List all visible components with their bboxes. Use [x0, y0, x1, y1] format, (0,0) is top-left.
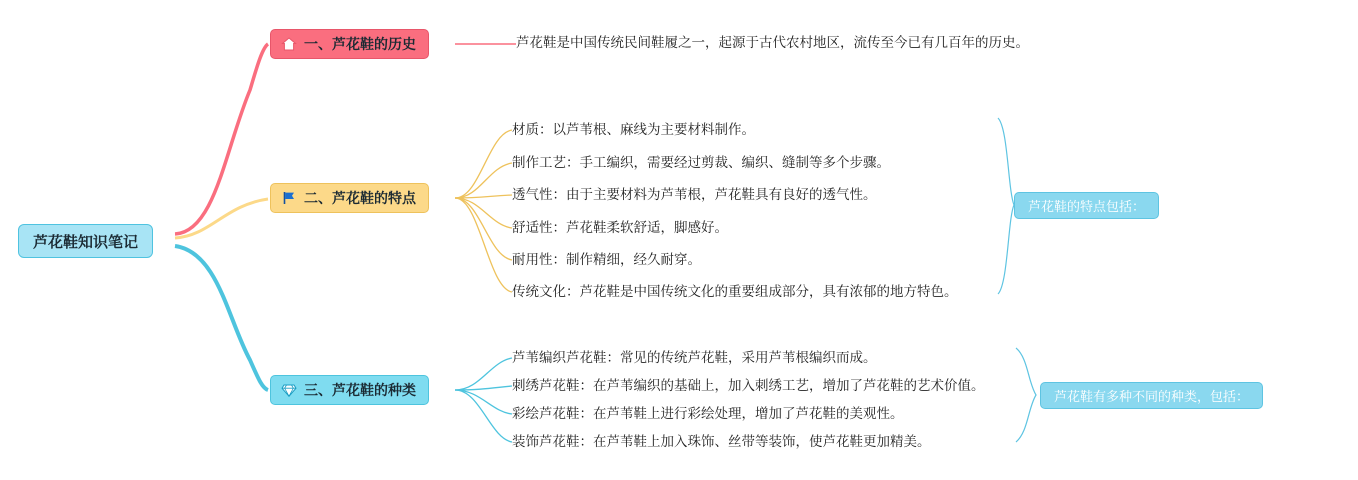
leaf-types-1-text: 芦苇编织芦花鞋：常见的传统芦花鞋，采用芦苇根编织而成。: [512, 350, 877, 365]
summary-features[interactable]: [1014, 192, 1159, 219]
leaf-features-5-text: 耐用性：制作精细，经久耐穿。: [512, 252, 701, 267]
connector-root-branch-1: [175, 44, 268, 234]
leaf-types-4-text: 装饰芦花鞋：在芦苇鞋上加入珠饰、丝带等装饰，使芦花鞋更加精美。: [512, 434, 931, 449]
leaf-types-3[interactable]: [512, 403, 904, 425]
leaf-history-1-text: 芦花鞋是中国传统民间鞋履之一，起源于古代农村地区，流传至今已有几百年的历史。: [516, 35, 1029, 50]
connector-branch-3-leaf-3: [455, 390, 512, 414]
branch-node-history[interactable]: [270, 29, 429, 59]
summary-bracket-2: [998, 118, 1014, 294]
leaf-history-1[interactable]: [516, 31, 1036, 55]
root-node-label: 芦花鞋知识笔记: [33, 233, 139, 251]
leaf-features-4-text: 舒适性：芦花鞋柔软舒适，脚感好。: [512, 220, 728, 235]
summary-types-label: 芦花鞋有多种不同的种类，包括：: [1054, 389, 1250, 404]
leaf-types-2[interactable]: [512, 375, 985, 397]
connector-branch-2-leaf-4: [455, 198, 512, 228]
leaf-features-6[interactable]: [512, 281, 958, 303]
branch-node-history-label: 一、芦花鞋的历史: [304, 36, 416, 52]
home-icon: [280, 36, 297, 53]
leaf-features-1[interactable]: [512, 119, 755, 141]
branch-node-features-label: 二、芦花鞋的特点: [304, 190, 416, 206]
connector-branch-2-leaf-2: [455, 163, 512, 198]
branch-node-features[interactable]: [270, 183, 429, 213]
root-node[interactable]: [18, 224, 153, 258]
flag-icon: [280, 190, 297, 207]
connector-branch-2-leaf-1: [455, 130, 512, 198]
leaf-types-2-text: 刺绣芦花鞋：在芦苇编织的基础上，加入刺绣工艺，增加了芦花鞋的艺术价值。: [512, 378, 985, 393]
connector-branch-2-leaf-3: [455, 195, 512, 198]
leaf-types-1[interactable]: [512, 347, 877, 369]
summary-features-label: 芦花鞋的特点包括：: [1028, 199, 1146, 214]
connector-root-branch-3: [175, 246, 268, 390]
leaf-features-3[interactable]: [512, 184, 877, 206]
leaf-features-2-text: 制作工艺：手工编织，需要经过剪裁、编织、缝制等多个步骤。: [512, 155, 890, 170]
branch-node-types-label: 三、芦花鞋的种类: [304, 382, 416, 398]
leaf-features-4[interactable]: [512, 217, 728, 239]
leaf-types-4[interactable]: [512, 431, 931, 453]
connector-branch-2-leaf-6: [455, 198, 512, 292]
leaf-features-3-text: 透气性：由于主要材料为芦苇根，芦花鞋具有良好的透气性。: [512, 187, 877, 202]
connector-branch-2-leaf-5: [455, 198, 512, 260]
leaf-features-6-text: 传统文化：芦花鞋是中国传统文化的重要组成部分，具有浓郁的地方特色。: [512, 284, 958, 299]
leaf-features-1-text: 材质：以芦苇根、麻线为主要材料制作。: [512, 122, 755, 137]
connector-branch-3-leaf-2: [455, 386, 512, 390]
branch-node-types[interactable]: [270, 375, 429, 405]
leaf-types-3-text: 彩绘芦花鞋：在芦苇鞋上进行彩绘处理，增加了芦花鞋的美观性。: [512, 406, 904, 421]
connector-branch-3-leaf-4: [455, 390, 512, 442]
leaf-features-5[interactable]: [512, 249, 701, 271]
connector-root-branch-2: [175, 199, 268, 238]
diamond-icon: [280, 382, 297, 399]
summary-types[interactable]: [1040, 382, 1263, 409]
summary-bracket-3: [1016, 348, 1036, 442]
connector-branch-3-leaf-1: [455, 358, 512, 390]
leaf-features-2[interactable]: [512, 152, 890, 174]
